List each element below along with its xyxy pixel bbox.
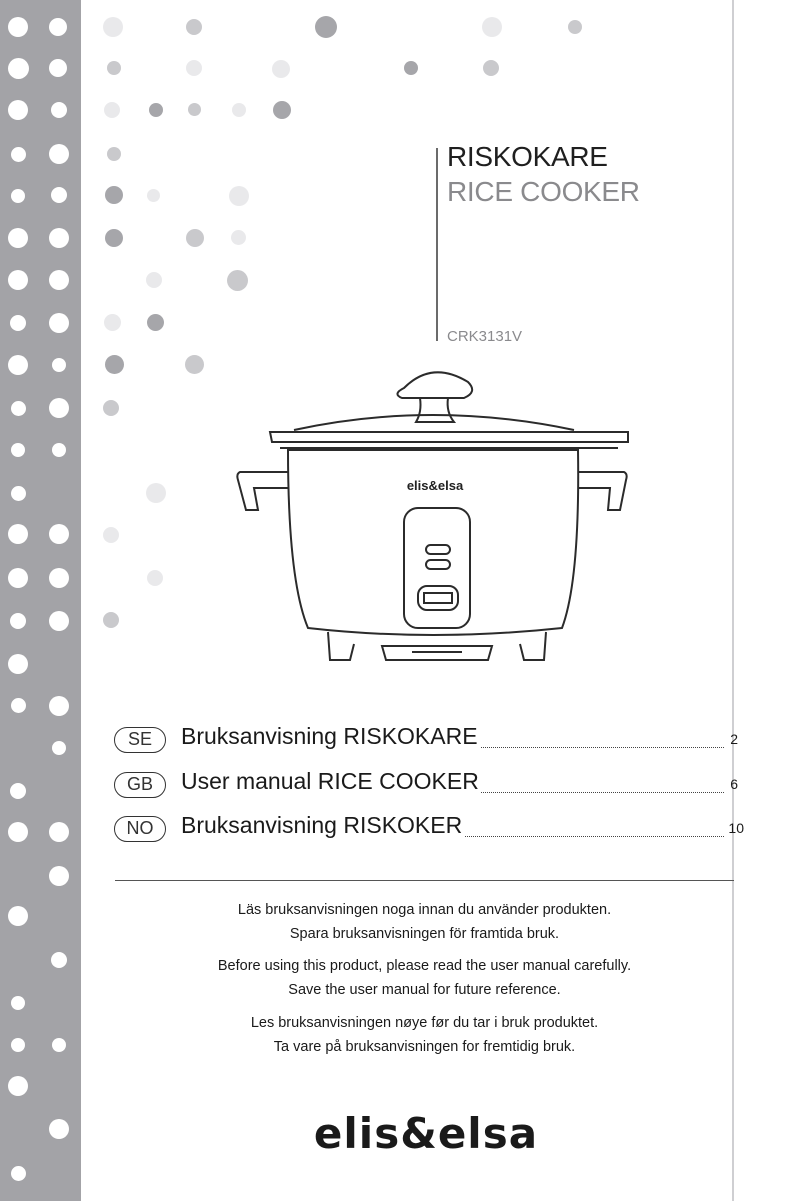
pattern-dot	[104, 314, 121, 331]
toc-page-number: 2	[730, 731, 738, 747]
strip-dot	[10, 613, 26, 629]
toc-entry-gb	[114, 768, 744, 804]
strip-dot	[49, 313, 69, 333]
brand-logo	[285, 1108, 567, 1160]
note-line: Save the user manual for future reference.	[288, 982, 561, 998]
pattern-dot	[105, 186, 123, 204]
strip-dot	[8, 654, 28, 674]
toc-entry-no	[114, 812, 744, 848]
pattern-dot	[315, 16, 337, 38]
toc-page-number: 10	[728, 820, 744, 836]
strip-dot	[49, 398, 69, 418]
strip-dot	[8, 906, 28, 926]
strip-dot	[10, 783, 26, 799]
toc-title: User manual RICE COOKER	[181, 768, 479, 794]
strip-dot	[8, 58, 29, 79]
separator-line	[115, 880, 734, 881]
strip-dot	[11, 698, 26, 713]
strip-dot	[49, 524, 69, 544]
instruction-note-en	[115, 954, 734, 1002]
pattern-dot	[104, 102, 120, 118]
language-code-badge: GB	[114, 772, 166, 798]
pattern-dot	[105, 229, 123, 247]
pattern-dot	[147, 570, 163, 586]
pattern-dot	[273, 101, 291, 119]
pattern-dot	[103, 612, 119, 628]
note-line: Before using this product, please read the user manual carefully.	[217, 958, 632, 974]
pattern-dot	[482, 17, 502, 37]
strip-dot	[11, 147, 26, 162]
pattern-dot	[272, 60, 290, 78]
strip-dot	[49, 1119, 69, 1139]
strip-dot	[8, 355, 28, 375]
strip-dot	[8, 100, 28, 120]
rice-cooker-illustration	[232, 360, 632, 680]
strip-dot	[11, 401, 26, 416]
note-line: Läs bruksanvisningen noga innan du använder produkten.	[237, 902, 612, 918]
strip-dot	[49, 568, 69, 588]
strip-dot	[52, 443, 66, 457]
pattern-dot	[568, 20, 582, 34]
left-decorative-strip	[0, 0, 81, 1201]
strip-dot	[49, 611, 69, 631]
strip-dot	[8, 270, 28, 290]
strip-dot	[49, 59, 67, 77]
strip-dot	[11, 996, 25, 1010]
strip-dot	[52, 1038, 66, 1052]
pattern-dot	[149, 103, 163, 117]
pattern-dot	[105, 355, 124, 374]
strip-dot	[8, 17, 28, 37]
toc-title: Bruksanvisning RISKOKER	[181, 812, 463, 838]
strip-dot	[49, 822, 69, 842]
pattern-dot	[229, 186, 249, 206]
strip-dot	[11, 189, 25, 203]
strip-dot	[52, 358, 66, 372]
pattern-dot	[107, 147, 121, 161]
strip-dot	[49, 144, 69, 164]
pattern-dot	[146, 272, 162, 288]
pattern-dot	[147, 314, 164, 331]
pattern-dot	[186, 19, 202, 35]
strip-dot	[52, 741, 66, 755]
title-english: RICE COOKER	[447, 176, 640, 207]
toc-entry-se	[114, 723, 744, 759]
strip-dot	[11, 1038, 25, 1052]
strip-dot	[49, 696, 69, 716]
pattern-dot	[107, 61, 121, 75]
model-number: CRK3131V	[447, 328, 523, 345]
pattern-dot	[404, 61, 418, 75]
pattern-dot	[227, 270, 248, 291]
strip-dot	[51, 187, 67, 203]
pattern-dot	[103, 527, 119, 543]
instruction-note-no	[115, 1011, 734, 1059]
pattern-dot	[231, 230, 246, 245]
toc-page-number: 6	[730, 776, 738, 792]
strip-dot	[49, 866, 69, 886]
pattern-dot	[232, 103, 246, 117]
pattern-dot	[185, 355, 204, 374]
note-line: Spara bruksanvisningen för framtida bruk.	[289, 926, 560, 942]
pattern-dot	[146, 483, 166, 503]
pattern-dot	[483, 60, 499, 76]
pattern-dot	[103, 17, 123, 37]
brand-logo-text: elis&elsa	[313, 1109, 539, 1158]
product-logo: elis&elsa	[406, 478, 464, 493]
title-vertical-rule	[436, 148, 438, 341]
strip-dot	[49, 270, 69, 290]
strip-dot	[10, 315, 26, 331]
strip-dot	[51, 102, 67, 118]
strip-dot	[8, 568, 28, 588]
language-code-badge: NO	[114, 816, 166, 842]
strip-dot	[49, 18, 67, 36]
strip-dot	[11, 1166, 26, 1181]
strip-dot	[8, 822, 28, 842]
title-swedish: RISKOKARE	[447, 141, 608, 172]
strip-dot	[11, 443, 25, 457]
toc-title: Bruksanvisning RISKOKARE	[181, 723, 478, 749]
strip-dot	[51, 952, 67, 968]
strip-dot	[8, 228, 28, 248]
strip-dot	[11, 486, 26, 501]
pattern-dot	[147, 189, 160, 202]
strip-dot	[8, 524, 28, 544]
instruction-note-sv	[115, 898, 734, 946]
pattern-dot	[186, 60, 202, 76]
pattern-dot	[186, 229, 204, 247]
pattern-dot	[103, 400, 119, 416]
note-line: Ta vare på bruksanvisningen for fremtidig bruk.	[273, 1039, 576, 1055]
note-line: Les bruksanvisningen nøye før du tar i bruk produktet.	[250, 1015, 599, 1031]
strip-dot	[8, 1076, 28, 1096]
language-code-badge: SE	[114, 727, 166, 753]
strip-dot	[49, 228, 69, 248]
pattern-dot	[188, 103, 201, 116]
